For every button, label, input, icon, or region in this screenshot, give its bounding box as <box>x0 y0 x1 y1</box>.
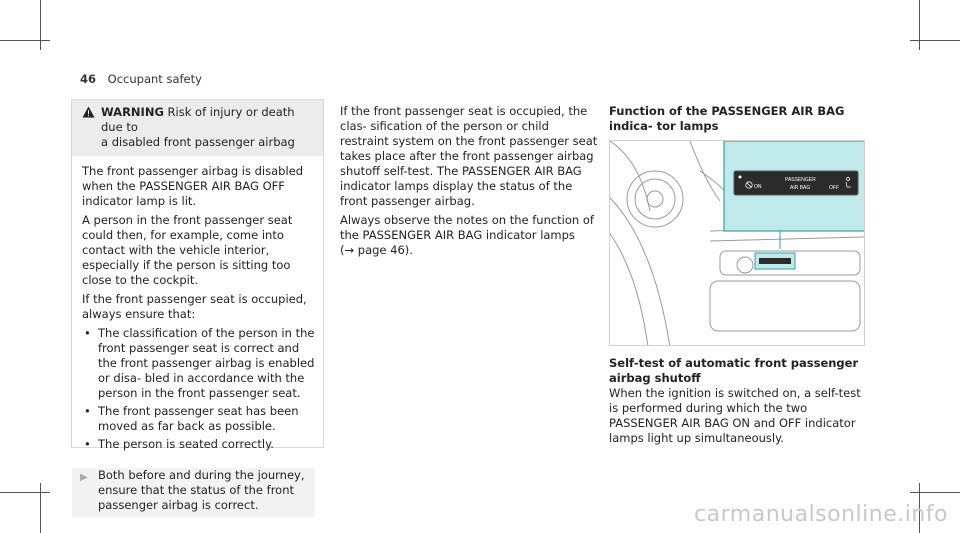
page-header <box>80 72 202 86</box>
page-number: 46 <box>80 72 97 86</box>
text-column-3 <box>609 104 867 134</box>
warning-inline: Risk of injury or death due to <box>101 105 295 134</box>
action-text: Both before and during the journey, ensure that the status of the front passenger airbag is correct. <box>98 468 305 512</box>
list-item: • The classification of the person in the front passenger seat is correct and the front passenger airbag is enabled or disa- bled in accordance with the person in the front passenger seat. <box>84 326 315 400</box>
watermark-logo: carmanualsonline.info <box>694 502 948 527</box>
crop-mark <box>910 40 960 41</box>
list-item: • The person is seated correctly. <box>84 437 274 451</box>
self-test-section <box>609 356 867 446</box>
indicator-airbag-label: AIR BAG <box>790 185 811 191</box>
storage-tray-outline <box>710 281 860 331</box>
indicator-on-label: ON <box>754 184 762 190</box>
warning-text <box>101 105 315 150</box>
crop-mark <box>40 0 41 50</box>
warning-header <box>72 100 323 156</box>
warning-triangle-icon <box>82 106 95 150</box>
indicator-passenger-label: PASSENGER <box>785 177 816 183</box>
page-reference-link[interactable]: (→ page 46). <box>340 243 413 257</box>
paragraph: The front passenger airbag is disabled when the PASSENGER AIR BAG OFF indicator lamp is lit. <box>82 164 304 208</box>
bullet-icon: • <box>84 404 91 418</box>
warning-line2: a disabled front passenger airbag <box>101 135 295 149</box>
action-arrow-icon: ▶ <box>80 472 88 483</box>
dashboard-figure <box>609 140 865 346</box>
crop-mark <box>0 492 50 493</box>
control-knob-outline <box>737 257 753 273</box>
paragraph: Always observe the notes on the function of the PASSENGER AIR BAG indicator lamps (→ page 46). <box>340 213 594 257</box>
section-heading: Function of the PASSENGER AIR BAG indica- tor lamps <box>609 104 845 133</box>
paragraph: A person in the front passenger seat could then, for example, come into contact with the vehicle interior, especially if the person is sitting too close to the cockpit. <box>82 213 293 287</box>
indicator-panel <box>734 171 858 195</box>
warning-title: WARNING <box>101 105 164 119</box>
bullet-icon: • <box>84 437 91 451</box>
crop-mark <box>910 492 960 493</box>
bullet-icon: • <box>84 326 91 340</box>
paragraph: If the front passenger seat is occupied, the clas- sification of the person or child restraint system on the front passenger seat takes place after the front passenger airbag shutoff self-test. The PASSENGER AIR BAG indicator lamps display the status of the front passenger airbag. <box>340 104 598 208</box>
paragraph: If the front passenger seat is occupied, always ensure that: <box>82 292 307 321</box>
list-item: • The front passenger seat has been moved as far back as possible. <box>84 404 299 433</box>
warning-body <box>72 156 323 517</box>
text-column-2 <box>340 104 600 262</box>
crop-mark <box>919 0 920 50</box>
section-title: Occupant safety <box>107 72 202 86</box>
warning-panel <box>71 99 324 512</box>
dashboard-illustration <box>610 141 865 346</box>
section-heading: Self-test of automatic front passenger airbag shutoff <box>609 356 859 385</box>
sensor-dot-icon <box>739 176 742 179</box>
paragraph: When the ignition is switched on, a self-test is performed during which the two PASSENGER AIR BAG ON and OFF indicator lamps light up simultaneously. <box>609 386 861 445</box>
crop-mark <box>0 40 50 41</box>
steering-wheel-outline <box>610 181 670 346</box>
indicator-off-label: OFF <box>829 185 839 191</box>
